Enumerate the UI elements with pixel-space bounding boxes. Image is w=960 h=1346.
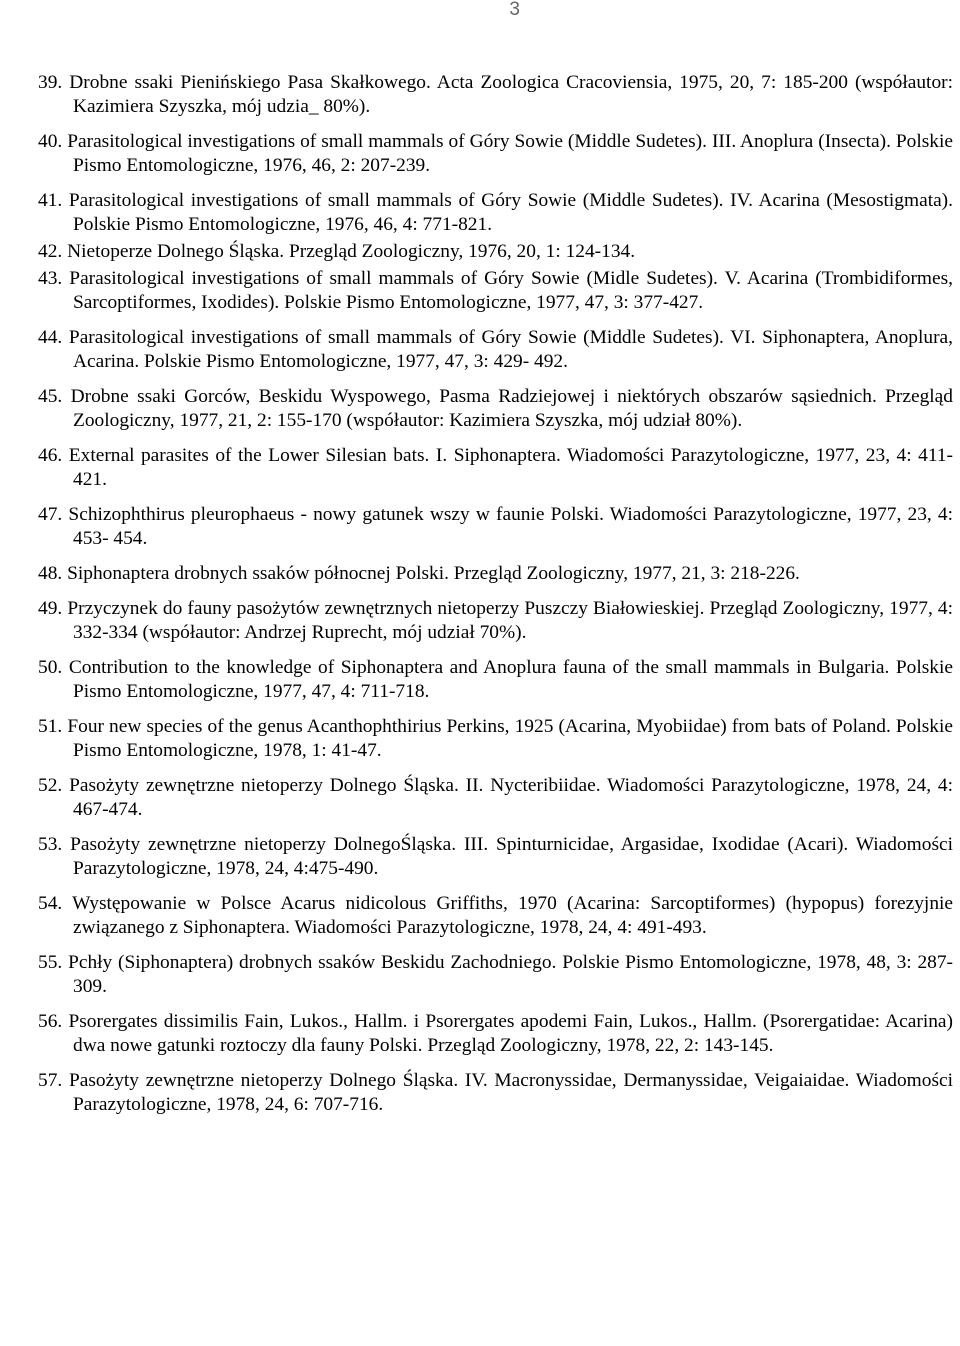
page-number: 3 (509, 0, 520, 20)
bibliography-entry (38, 1069, 953, 1117)
entry-number: 57. (38, 1070, 63, 1091)
entry-number: 50. (38, 657, 63, 678)
bibliography-entry (38, 267, 953, 315)
bibliography-entry (38, 715, 953, 763)
entry-number: 49. (38, 598, 63, 619)
entry-number: 55. (38, 952, 63, 973)
entry-text: Pchły (Siphonaptera) drobnych ssaków Beskidu Zachodniego. Polskie Pismo Entomologiczne, 1978, 48, 3: 287-309. (68, 952, 954, 997)
bibliography-entry (38, 562, 953, 586)
entry-text: Siphonaptera drobnych ssaków północnej Polski. Przegląd Zoologiczny, 1977, 21, 3: 218-226. (67, 563, 800, 584)
entry-number: 54. (38, 893, 63, 914)
entry-text: Four new species of the genus Acanthophthirius Perkins, 1925 (Acarina, Myobiidae) from bats of Poland. Polskie Pismo Entomologiczne, 1978, 1: 41-47. (67, 716, 953, 761)
entry-text: Schizophthirus pleurophaeus - nowy gatunek wszy w faunie Polski. Wiadomości Parazytologiczne, 1977, 23, 4: 453- 454. (68, 504, 953, 549)
bibliography-entry (38, 1010, 953, 1058)
bibliography-entry (38, 892, 953, 940)
entry-text: Pasożyty zewnętrzne nietoperzy DolnegoŚląska. III. Spinturnicidae, Argasidae, Ixodidae (Acari). Wiadomości Parazytologiczne, 1978, 24, 4:475-490. (70, 834, 953, 879)
entry-text: Przyczynek do fauny pasożytów zewnętrznych nietoperzy Puszczy Białowieskiej. Przegląd Zoologiczny, 1977, 4: 332-334 (współautor: Andrzej Ruprecht, mój udział 70%). (67, 598, 953, 643)
bibliography-entry (38, 656, 953, 704)
entry-number: 52. (38, 775, 63, 796)
bibliography-entry (38, 951, 953, 999)
bibliography-entry (38, 240, 953, 264)
bibliography-entry (38, 444, 953, 492)
bibliography-entry (38, 597, 953, 645)
entry-number: 40. (38, 131, 63, 152)
entry-text: Psorergates dissimilis Fain, Lukos., Hallm. i Psorergates apodemi Fain, Lukos., Hallm. (Psorergatidae: Acarina) dwa nowe gatunki roztoczy dla fauny Polski. Przegląd Zoologiczny, 1978, 22, 2: 143-145. (68, 1011, 953, 1056)
entry-text: Występowanie w Polsce Acarus nidicolous Griffiths, 1970 (Acarina: Sarcoptiformes) (hypopus) forezyjnie związanego z Siphonaptera. Wiadomości Parazytologiczne, 1978, 24, 4: 491-493. (72, 893, 954, 938)
bibliography-list (38, 71, 953, 1117)
entry-text: Parasitological investigations of small mammals of Góry Sowie (Middle Sudetes). VI. Siphonaptera, Anoplura, Acarina. Polskie Pismo Entomologiczne, 1977, 47, 3: 429- 492. (68, 327, 953, 372)
bibliography-entry (38, 189, 953, 237)
bibliography-entry (38, 833, 953, 881)
entry-number: 44. (38, 327, 63, 348)
bibliography-entry (38, 130, 953, 178)
entry-number: 39. (38, 72, 63, 93)
entry-number: 56. (38, 1011, 63, 1032)
entry-number: 42. (38, 241, 63, 262)
entry-number: 41. (38, 190, 63, 211)
entry-number: 46. (38, 445, 63, 466)
entry-text: Pasożyty zewnętrzne nietoperzy Dolnego Śląska. IV. Macronyssidae, Dermanyssidae, Veigaiaidae. Wiadomości Parazytologiczne, 1978, 24, 6: 707-716. (68, 1070, 953, 1115)
entry-text: Drobne ssaki Pienińskiego Pasa Skałkowego. Acta Zoologica Cracoviensia, 1975, 20, 7: 185-200 (współautor: Kazimiera Szyszka, mój udzia_ 80%). (69, 72, 953, 117)
bibliography-entry (38, 774, 953, 822)
entry-number: 45. (38, 386, 63, 407)
entry-text: Drobne ssaki Gorców, Beskidu Wyspowego, Pasma Radziejowej i niektórych obszarów sąsiednich. Przegląd Zoologiczny, 1977, 21, 2: 155-170 (współautor: Kazimiera Szyszka, mój udział 80%). (70, 386, 953, 431)
entry-text: Parasitological investigations of small mammals of Góry Sowie (Midle Sudetes). V. Acarina (Trombidiformes, Sarcoptiformes, Ixodides). Polskie Pismo Entomologiczne, 1977, 47, 3: 377-427. (69, 268, 953, 313)
entry-number: 51. (38, 716, 63, 737)
entry-text: Parasitological investigations of small mammals of Góry Sowie (Middle Sudetes). IV. Acarina (Mesostigmata). Polskie Pismo Entomologiczne, 1976, 46, 4: 771-821. (68, 190, 953, 235)
bibliography-entry (38, 385, 953, 433)
entry-number: 48. (38, 563, 63, 584)
entry-text: Parasitological investigations of small mammals of Góry Sowie (Middle Sudetes). III. Anoplura (Insecta). Polskie Pismo Entomologiczne, 1976, 46, 2: 207-239. (67, 131, 953, 176)
entry-text: Nietoperze Dolnego Śląska. Przegląd Zoologiczny, 1976, 20, 1: 124-134. (67, 241, 636, 262)
entry-text: Contribution to the knowledge of Siphonaptera and Anoplura fauna of the small mammals in Bulgaria. Polskie Pismo Entomologiczne, 1977, 47, 4: 711-718. (68, 657, 953, 702)
entry-number: 47. (38, 504, 63, 525)
bibliography-entry (38, 503, 953, 551)
entry-number: 53. (38, 834, 63, 855)
entry-number: 43. (38, 268, 63, 289)
entry-text: Pasożyty zewnętrzne nietoperzy Dolnego Śląska. II. Nycteribiidae. Wiadomości Parazytologiczne, 1978, 24, 4: 467-474. (69, 775, 953, 820)
entry-text: External parasites of the Lower Silesian bats. I. Siphonaptera. Wiadomości Parazytologiczne, 1977, 23, 4: 411-421. (68, 445, 953, 490)
bibliography-entry (38, 71, 953, 119)
bibliography-entry (38, 326, 953, 374)
